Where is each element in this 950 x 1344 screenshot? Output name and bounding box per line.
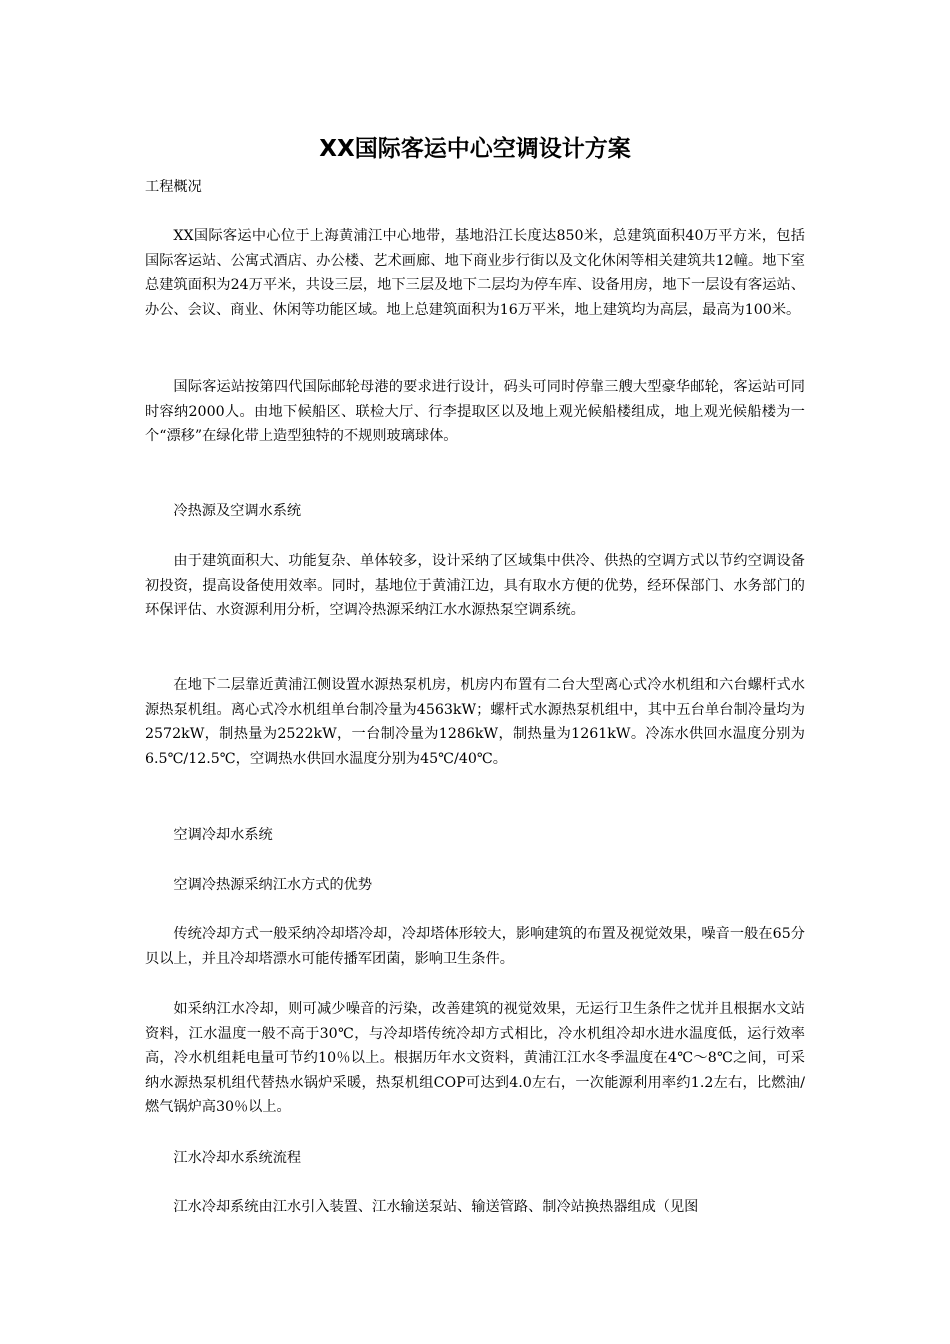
paragraph-terminal-design: 国际客运站按第四代国际邮轮母港的要求进行设计，码头可同时停靠三艘大型豪华邮轮，客运站可同时容纳2000人。由地下候船区、联检大厅、行李提取区以及地上观光候船楼组成，地上观光候船楼为一个“漂移”在绿化带上造型独特的不规则玻璃球体。 [145,379,805,444]
section-heading-cooling-water: 空调冷却水系统 [173,827,273,843]
section-heading-process-flow: 江水冷却水系统流程 [173,1150,302,1166]
paragraph-cooling-tower: 传统冷却方式一般采纳冷却塔冷却，冷却塔体形较大，影响建筑的布置及视觉效果，噪音一般在65分贝以上，并且冷却塔漂水可能传播军团菌，影响卫生条件。 [145,926,805,967]
paragraph-district-cooling: 由于建筑面积大、功能复杂、单体较多，设计采纳了区域集中供冷、供热的空调方式以节约空调设备初投资，提高设备使用效率。同时，基地位于黄浦江边，具有取水方便的优势，经环保部门、水务部门的环保评估、水资源利用分析，空调冷热源采纳江水水源热泵空调系统。 [145,553,805,618]
document-title: XX国际客运中心空调设计方案 [319,136,631,162]
paragraph-heat-pump-room: 在地下二层靠近黄浦江侧设置水源热泵机房，机房内布置有二台大型离心式冷水机组和六台螺杆式水源热泵机组。离心式冷水机组单台制冷量为4563kW；螺杆式水源热泵机组中，其中五台单台制冷量均为2572kW，制热量为2522kW，一台制冷量为1286kW，制热量为1261kW。冷冻水供回水温度分别为6.5℃/12.5℃，空调热水供回水温度分别为45℃/40℃。 [145,677,805,767]
section-heading-heat-source: 冷热源及空调水系统 [173,503,302,519]
paragraph-river-water-cooling: 如采纳江水冷却，则可减少噪音的污染，改善建筑的视觉效果，无运行卫生条件之忧并且根据水文站资料，江水温度一般不高于30℃，与冷却塔传统冷却方式相比，冷水机组冷却水进水温度低，运行效率高，冷水机组耗电量可节约10％以上。根据历年水文资料，黄浦江江水冬季温度在4℃～8℃之间，可采纳水源热泵机组代替热水锅炉采暖，热泵机组COP可达到4.0左右，一次能源利用率约1.2左右，比燃油/燃气锅炉高30％以上。 [145,1001,805,1115]
paragraph-project-overview: XX国际客运中心位于上海黄浦江中心地带，基地沿江长度达850米，总建筑面积40万平方米，包括国际客运站、公寓式酒店、办公楼、艺术画廊、地下商业步行街以及文化休闲等相关建筑共12幢。地下室总建筑面积为24万平米，共设三层，地下三层及地下二层均为停车库、设备用房，地下一层设有客运站、办公、会议、商业、休闲等功能区域。地上总建筑面积为16万平米，地上建筑均为高层，最高为100米。 [145,228,805,318]
paragraph-system-components: 江水冷却系统由江水引入装置、江水输送泵站、输送管路、制冷站换热器组成（见图 [173,1199,699,1215]
section-heading-river-advantages: 空调冷热源采纳江水方式的优势 [173,877,373,893]
section-heading-overview: 工程概况 [145,179,202,195]
